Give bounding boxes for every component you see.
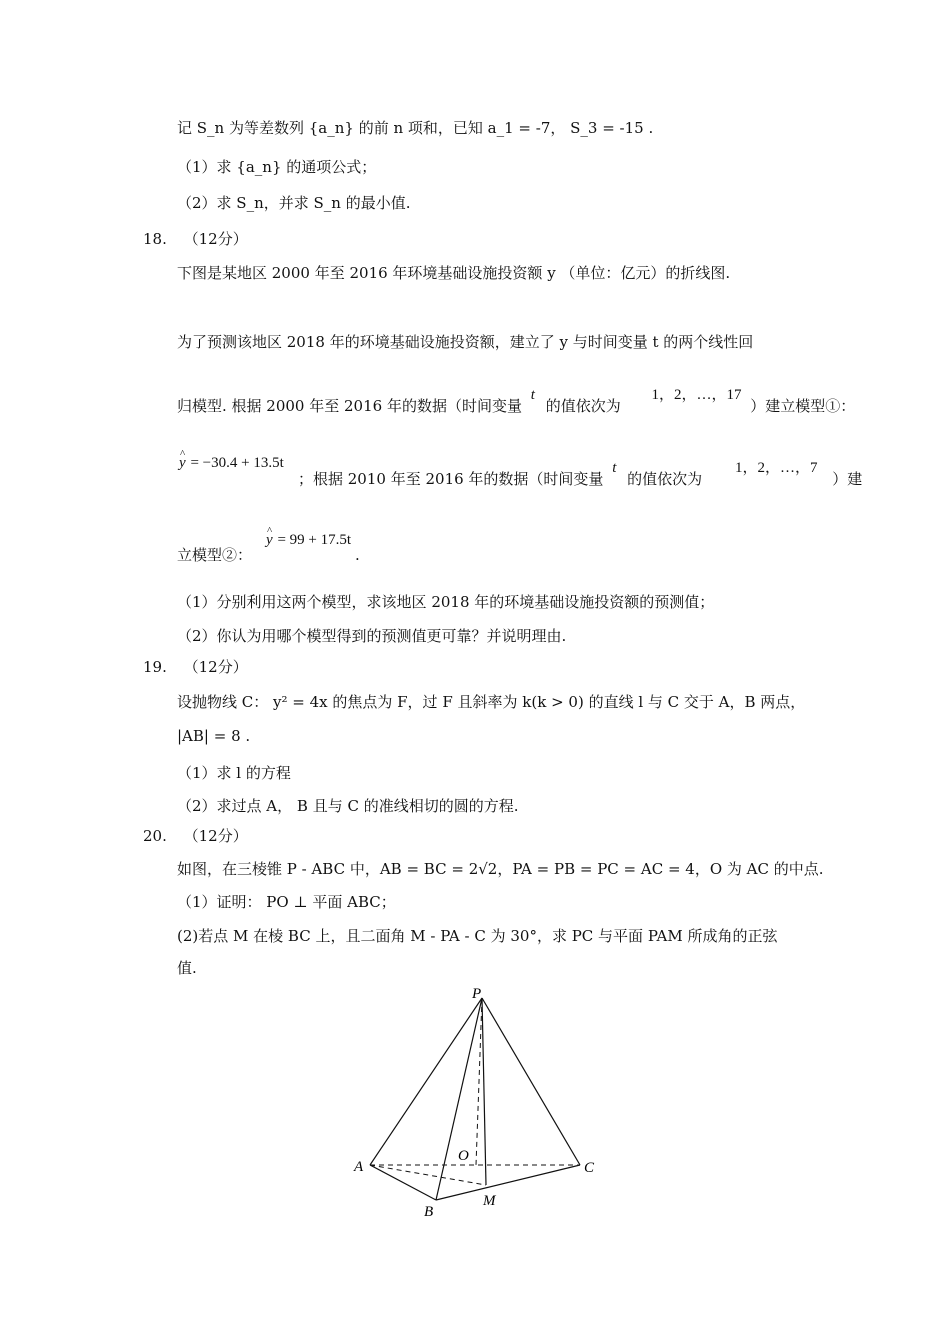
q20-part1: （1）证明： PO ⊥ 平面 ABC； <box>177 893 396 911</box>
q20-score: （12分） <box>183 827 248 845</box>
q19-number <box>143 657 248 677</box>
label-P: P <box>472 986 482 1002</box>
q17-part1: （1）求 {a_n} 的通项公式； <box>177 158 377 176</box>
q18-number <box>143 229 248 249</box>
q17-part2: （2）求 S_n，并求 S_n 的最小值. <box>177 194 411 212</box>
q18-line2: 为了预测该地区 2018 年的环境基础设施投资额，建立了 y 与时间变量 t 的两个线性回 <box>177 333 754 351</box>
q18-model2 <box>266 529 351 550</box>
tetrahedron-figure <box>340 980 620 1220</box>
q18-range-7: 1，2，…，7 <box>734 460 818 476</box>
label-A: A <box>354 1159 364 1175</box>
y-hat-symbol: ^ y <box>179 453 186 473</box>
label-C: C <box>584 1160 595 1176</box>
q18-number-text: 18. <box>143 230 167 248</box>
y-hat-symbol-2: ^ y <box>266 530 273 550</box>
q19-line1: 设抛物线 C： y² = 4x 的焦点为 F，过 F 且斜率为 k(k > 0) 的直线 l 与 C 交于 A，B 两点， <box>177 693 806 711</box>
label-M: M <box>483 1193 496 1209</box>
q18-line3-c: 的值依次为 <box>545 397 621 415</box>
segment-AM-hidden <box>370 1165 486 1185</box>
q18-range-17: 1，2，…，17 <box>651 387 742 403</box>
q18-line1: 下图是某地区 2000 年至 2016 年环境基础设施投资额 y （单位：亿元）的折线图. <box>177 264 731 282</box>
q18-line3 <box>177 387 856 417</box>
edge-PA <box>370 998 482 1165</box>
q19-score: （12分） <box>183 658 248 676</box>
q18-line5a: 立模型②： <box>177 546 253 564</box>
q18-line3-a: 归模型. 根据 2000 年至 2016 年的数据（时间变量 <box>177 397 522 415</box>
q18-line4-c: 的值依次为 <box>627 470 703 488</box>
q18-line4-a: ；根据 2010 年至 2016 年的数据（时间变量 <box>298 470 604 488</box>
q18-line5b: . <box>355 546 360 564</box>
q19-number-text: 19. <box>143 658 167 676</box>
label-O: O <box>458 1148 469 1164</box>
q20-part2b: 值. <box>177 959 197 977</box>
q18-model2-expr: = 99 + 17.5t <box>277 532 352 548</box>
edge-PB <box>436 998 482 1200</box>
q20-number <box>143 826 248 846</box>
q18-part2: （2）你认为用哪个模型得到的预测值更可靠？并说明理由. <box>177 627 567 645</box>
q20-part2a: (2)若点 M 在棱 BC 上，且二面角 M - PA - C 为 30°，求 PC 与平面 PAM 所成角的正弦 <box>177 927 778 945</box>
q19-line2: |AB| = 8 . <box>177 727 251 745</box>
edge-BC <box>436 1165 580 1200</box>
q18-model1 <box>179 452 284 473</box>
q19-part1: （1）求 l 的方程 <box>177 764 291 782</box>
edge-PM <box>482 998 486 1185</box>
edge-AB <box>370 1165 436 1200</box>
label-B: B <box>424 1204 434 1220</box>
q20-line1: 如图，在三棱锥 P - ABC 中，AB = BC = 2√2，PA = PB = PC = AC = 4，O 为 AC 的中点. <box>177 860 824 878</box>
q18-var-t: t <box>530 387 535 403</box>
q18-var-t2: t <box>612 460 617 476</box>
q19-part2: （2）求过点 A， B 且与 C 的准线相切的圆的方程. <box>177 797 519 815</box>
q18-line4-e: ）建 <box>832 470 863 488</box>
q18-line3-e: ）建立模型①： <box>750 397 856 415</box>
q18-model1-expr: = −30.4 + 13.5t <box>190 455 284 471</box>
q17-intro: 记 S_n 为等差数列 {a_n} 的前 n 项和，已知 a_1 = -7， S_3 = -15 . <box>177 119 654 137</box>
q18-part1: （1）分别利用这两个模型，求该地区 2018 年的环境基础设施投资额的预测值； <box>177 593 715 611</box>
edge-PC <box>482 998 580 1165</box>
q18-score: （12分） <box>183 230 248 248</box>
q18-line4 <box>298 460 863 490</box>
q20-number-text: 20. <box>143 827 167 845</box>
